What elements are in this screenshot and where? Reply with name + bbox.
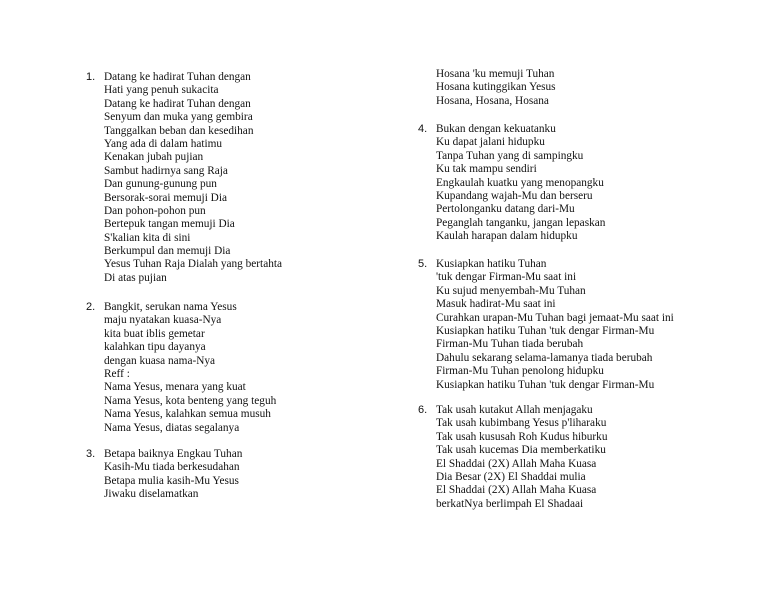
lyric-line: Ku dapat jalani hidupku [436,136,545,149]
lyric-line: Firman-Mu Tuhan penolong hidupku [436,365,604,378]
lyric-line: Kaulah harapan dalam hidupku [436,230,578,243]
song-number: 1. [86,71,96,83]
lyric-line: Nama Yesus, diatas segalanya [104,421,240,434]
lyric-line: Nama Yesus, kota benteng yang teguh [104,394,277,407]
lyric-line: Kusiapkan hatiku Tuhan 'tuk dengar Firman-Mu [436,324,655,337]
lyric-line: Tanggalkan beban dan kesedihan [104,124,254,137]
lyric-line: berkatNya berlimpah El Shadaai [436,497,584,510]
lyric-line: Hosana, Hosana, Hosana [436,94,549,107]
song-lyrics [436,404,607,511]
lyric-line: Firman-Mu Tuhan tiada berubah [436,338,584,351]
lyric-line: Engkaulah kuatku yang menopangku [436,176,604,189]
lyric-line: Di atas pujian [104,271,167,284]
lyric-line: Hosana 'ku memuji Tuhan [436,68,555,80]
song-number: 2. [86,301,96,313]
lyric-line: Betapa baiknya Engkau Tuhan [104,448,243,460]
lyric-line: Kusiapkan hatiku Tuhan 'tuk dengar Firman-Mu [436,378,655,391]
lyric-line: Kasih-Mu tiada berkesudahan [104,461,240,474]
lyric-line: Jiwaku diselamatkan [104,488,199,501]
song-lyrics [436,258,674,392]
song-number: 6. [418,404,428,416]
lyric-line: El Shaddai (2X) Allah Maha Kuasa [436,484,597,497]
lyric-line: Sambut hadirnya sang Raja [104,164,228,177]
lyric-line: Dan pohon-pohon pun [104,204,206,217]
lyric-line: Tak usah kususah Roh Kudus hiburku [436,430,608,443]
lyric-line: Yang ada di dalam hatimu [104,137,223,150]
lyric-line: Dia Besar (2X) El Shaddai mulia [436,470,586,483]
lyric-line: kalahkan tipu dayanya [104,341,206,354]
song-number: 3. [86,448,96,460]
lyric-line: Tak usah kucemas Dia memberkatiku [436,444,606,457]
song-lyrics [436,123,605,244]
lyric-line: Masuk hadirat-Mu saat ini [436,298,556,311]
lyric-line: Peganglah tanganku, jangan lepaskan [436,216,606,229]
lyric-line: 'tuk dengar Firman-Mu saat ini [436,271,577,284]
song-lyrics [436,68,556,108]
lyric-line: Berkumpul dan memuji Dia [104,245,231,258]
lyric-line: Kusiapkan hatiku Tuhan [436,258,547,270]
lyric-line: El Shaddai (2X) Allah Maha Kuasa [436,457,597,470]
song-lyrics [104,301,276,435]
lyric-line: Hati yang penuh sukacita [104,84,219,97]
lyric-line: dengan kuasa nama-Nya [104,354,216,367]
song-lyrics [104,448,242,502]
song-number: 5. [418,258,428,270]
lyric-line: maju nyatakan kuasa-Nya [104,314,222,327]
lyric-line: S'kalian kita di sini [104,231,191,244]
lyric-line: Kupandang wajah-Mu dan berseru [436,189,593,202]
lyric-line: Tak usah kubimbang Yesus p'liharaku [436,417,607,430]
lyric-line: Dan gunung-gunung pun [104,178,217,191]
lyric-line: Pertolonganku datang dari-Mu [436,203,575,216]
lyric-line: Nama Yesus, kalahkan semua musuh [104,408,271,421]
lyric-line: Yesus Tuhan Raja Dialah yang bertahta [104,258,283,271]
lyric-line: Nama Yesus, menara yang kuat [104,381,246,394]
song-lyrics [104,71,282,285]
lyric-line: Bukan dengan kekuatanku [436,123,556,135]
lyric-line: Tak usah kutakut Allah menjagaku [436,404,593,416]
lyric-line: Bertepuk tangan memuji Dia [104,218,235,231]
lyric-line: Ku tak mampu sendiri [436,163,537,176]
lyric-line: Dahulu sekarang selama-lamanya tiada berubah [436,351,653,364]
lyric-line: Hosana kutinggikan Yesus [436,81,556,94]
lyric-line: Tanpa Tuhan yang di sampingku [436,149,584,162]
lyric-line: Kenakan jubah pujian [104,151,204,164]
refrain-label: Reff : [104,367,130,380]
lyric-line: Bangkit, serukan nama Yesus [104,301,237,313]
lyric-line: Datang ke hadirat Tuhan dengan [104,97,251,110]
lyric-line: Betapa mulia kasih-Mu Yesus [104,474,239,487]
lyric-line: Datang ke hadirat Tuhan dengan [104,71,251,83]
lyric-line: Bersorak-sorai memuji Dia [104,191,227,204]
lyric-line: Curahkan urapan-Mu Tuhan bagi jemaat-Mu saat ini [436,311,674,324]
song-number: 4. [418,123,428,135]
lyric-line: kita buat iblis gemetar [104,327,205,340]
lyric-line: Ku sujud menyembah-Mu Tuhan [436,284,586,297]
lyric-line: Senyum dan muka yang gembira [104,111,253,124]
